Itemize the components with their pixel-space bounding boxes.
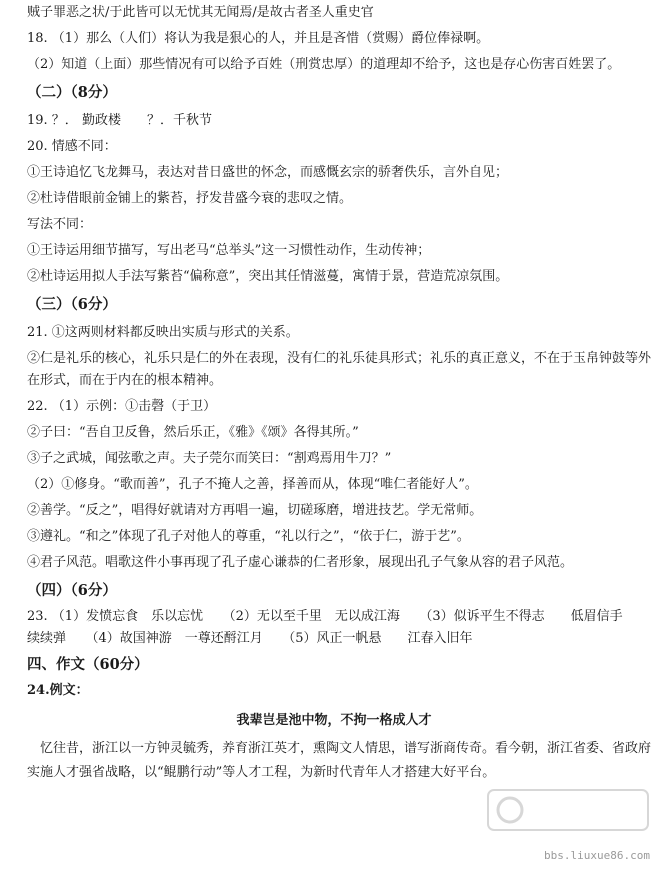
answer-18-2: （2）知道（上面）那些情况有可以给予百姓（刑赏忠厚）的道理却不给予，这也是存心伤害百姓罢了。 xyxy=(27,57,621,72)
answer-22-2-2: ②善学。“反之”，唱得好就请对方再唱一遍，切磋琢磨，增进技艺。学无常师。 xyxy=(27,503,483,518)
answer-23: 23. （1）发愤忘食 乐以忘忧 （2）无以至千里 无以成江海 （3）似诉平生不得志 低眉信手 xyxy=(27,609,623,624)
section-heading-4: （四）（6分） xyxy=(27,582,117,599)
answer-20-method-heading: 写法不同： xyxy=(27,217,93,232)
essay-paragraph-1-cont: 实施人才强省战略，以“鲲鹏行动”等人才工程，为新时代青年人才搭建大好平台。 xyxy=(27,765,496,780)
answer-22-1: 22. （1）示例：①击磬（于卫） xyxy=(27,399,217,414)
answer-21-1: 21. ①这两则材料都反映出实质与形式的关系。 xyxy=(27,325,299,340)
essay-title: 我辈岂是池中物，不拘一格成人才 xyxy=(236,713,432,728)
section-heading-essay: 四、作文（60分） xyxy=(27,656,149,673)
answer-22-2-4: ④君子风范。唱歌这件小事再现了孔子虚心谦恭的仁者形象，展现出孔子气象从容的君子风范。 xyxy=(27,555,574,570)
answer-21-2: ②仁是礼乐的核心，礼乐只是仁的外在表现，没有仁的礼乐徒具形式；礼乐的真正意义，不在于玉帛钟鼓等外 xyxy=(27,351,652,366)
answer-20-method-2: ②杜诗运用拟人手法写紫苔“偏称意”，突出其任情滋蔓，寓情于景，营造荒凉氛围。 xyxy=(27,269,509,284)
section-heading-3: （三）（6分） xyxy=(27,296,117,313)
watermark-logo-icon xyxy=(486,784,654,850)
answer-20-emotion-1: ①王诗追忆飞龙舞马，表达对昔日盛世的怀念，而感慨玄宗的骄奢佚乐，言外自见； xyxy=(27,165,509,180)
watermark-url: bbs.liuxue86.com xyxy=(544,849,650,862)
watermark-logo xyxy=(486,784,654,850)
answer-22-1-3: ③子之武城，闻弦歌之声。夫子莞尔而笑曰：“割鸡焉用牛刀？” xyxy=(27,451,392,466)
answer-21-2-cont: 在形式，而在于内在的根本精神。 xyxy=(27,373,223,388)
answer-22-2-1: （2）①修身。“歌而善”，孔子不掩人之善，择善而从，体现“唯仁者能好人”。 xyxy=(27,477,478,492)
text-line-1: 贼子罪恶之状/于此皆可以无忧其无闻焉/是故古者圣人重史官 xyxy=(27,5,374,20)
section-heading-2: （二）（8分） xyxy=(27,84,117,101)
answer-20-method-1: ①王诗运用细节描写，写出老马“总举头”这一习惯性动作，生动传神； xyxy=(27,243,431,258)
essay-label: 24.例文： xyxy=(27,683,89,698)
essay-paragraph-1: 忆往昔，浙江以一方钟灵毓秀，养育浙江英才，熏陶文人情思，谱写浙商传奇。看今朝，浙江省委、省政府 xyxy=(40,741,652,756)
answer-19: 19. ？． 勤政楼 ？．千秋节 xyxy=(27,113,212,128)
answer-20-emotion-2: ②杜诗借眼前金铺上的紫苔，抒发昔盛今衰的悲叹之情。 xyxy=(27,191,353,206)
answer-23-cont: 续续弹 （4）故国神游 一尊还酹江月 （5）风正一帆悬 江春入旧年 xyxy=(27,631,473,646)
answer-18-1: 18. （1）那么（人们）将认为我是狠心的人，并且是吝惜（赏赐）爵位俸禄啊。 xyxy=(27,31,490,46)
answer-22-1-2: ②子曰：“吾自卫反鲁，然后乐正，《雅》《颂》各得其所。” xyxy=(27,425,359,440)
answer-22-2-3: ③遵礼。“和之”体现了孔子对他人的尊重，“礼以行之”，“依于仁，游于艺”。 xyxy=(27,529,470,544)
answer-20-heading: 20. 情感不同： xyxy=(27,139,117,154)
